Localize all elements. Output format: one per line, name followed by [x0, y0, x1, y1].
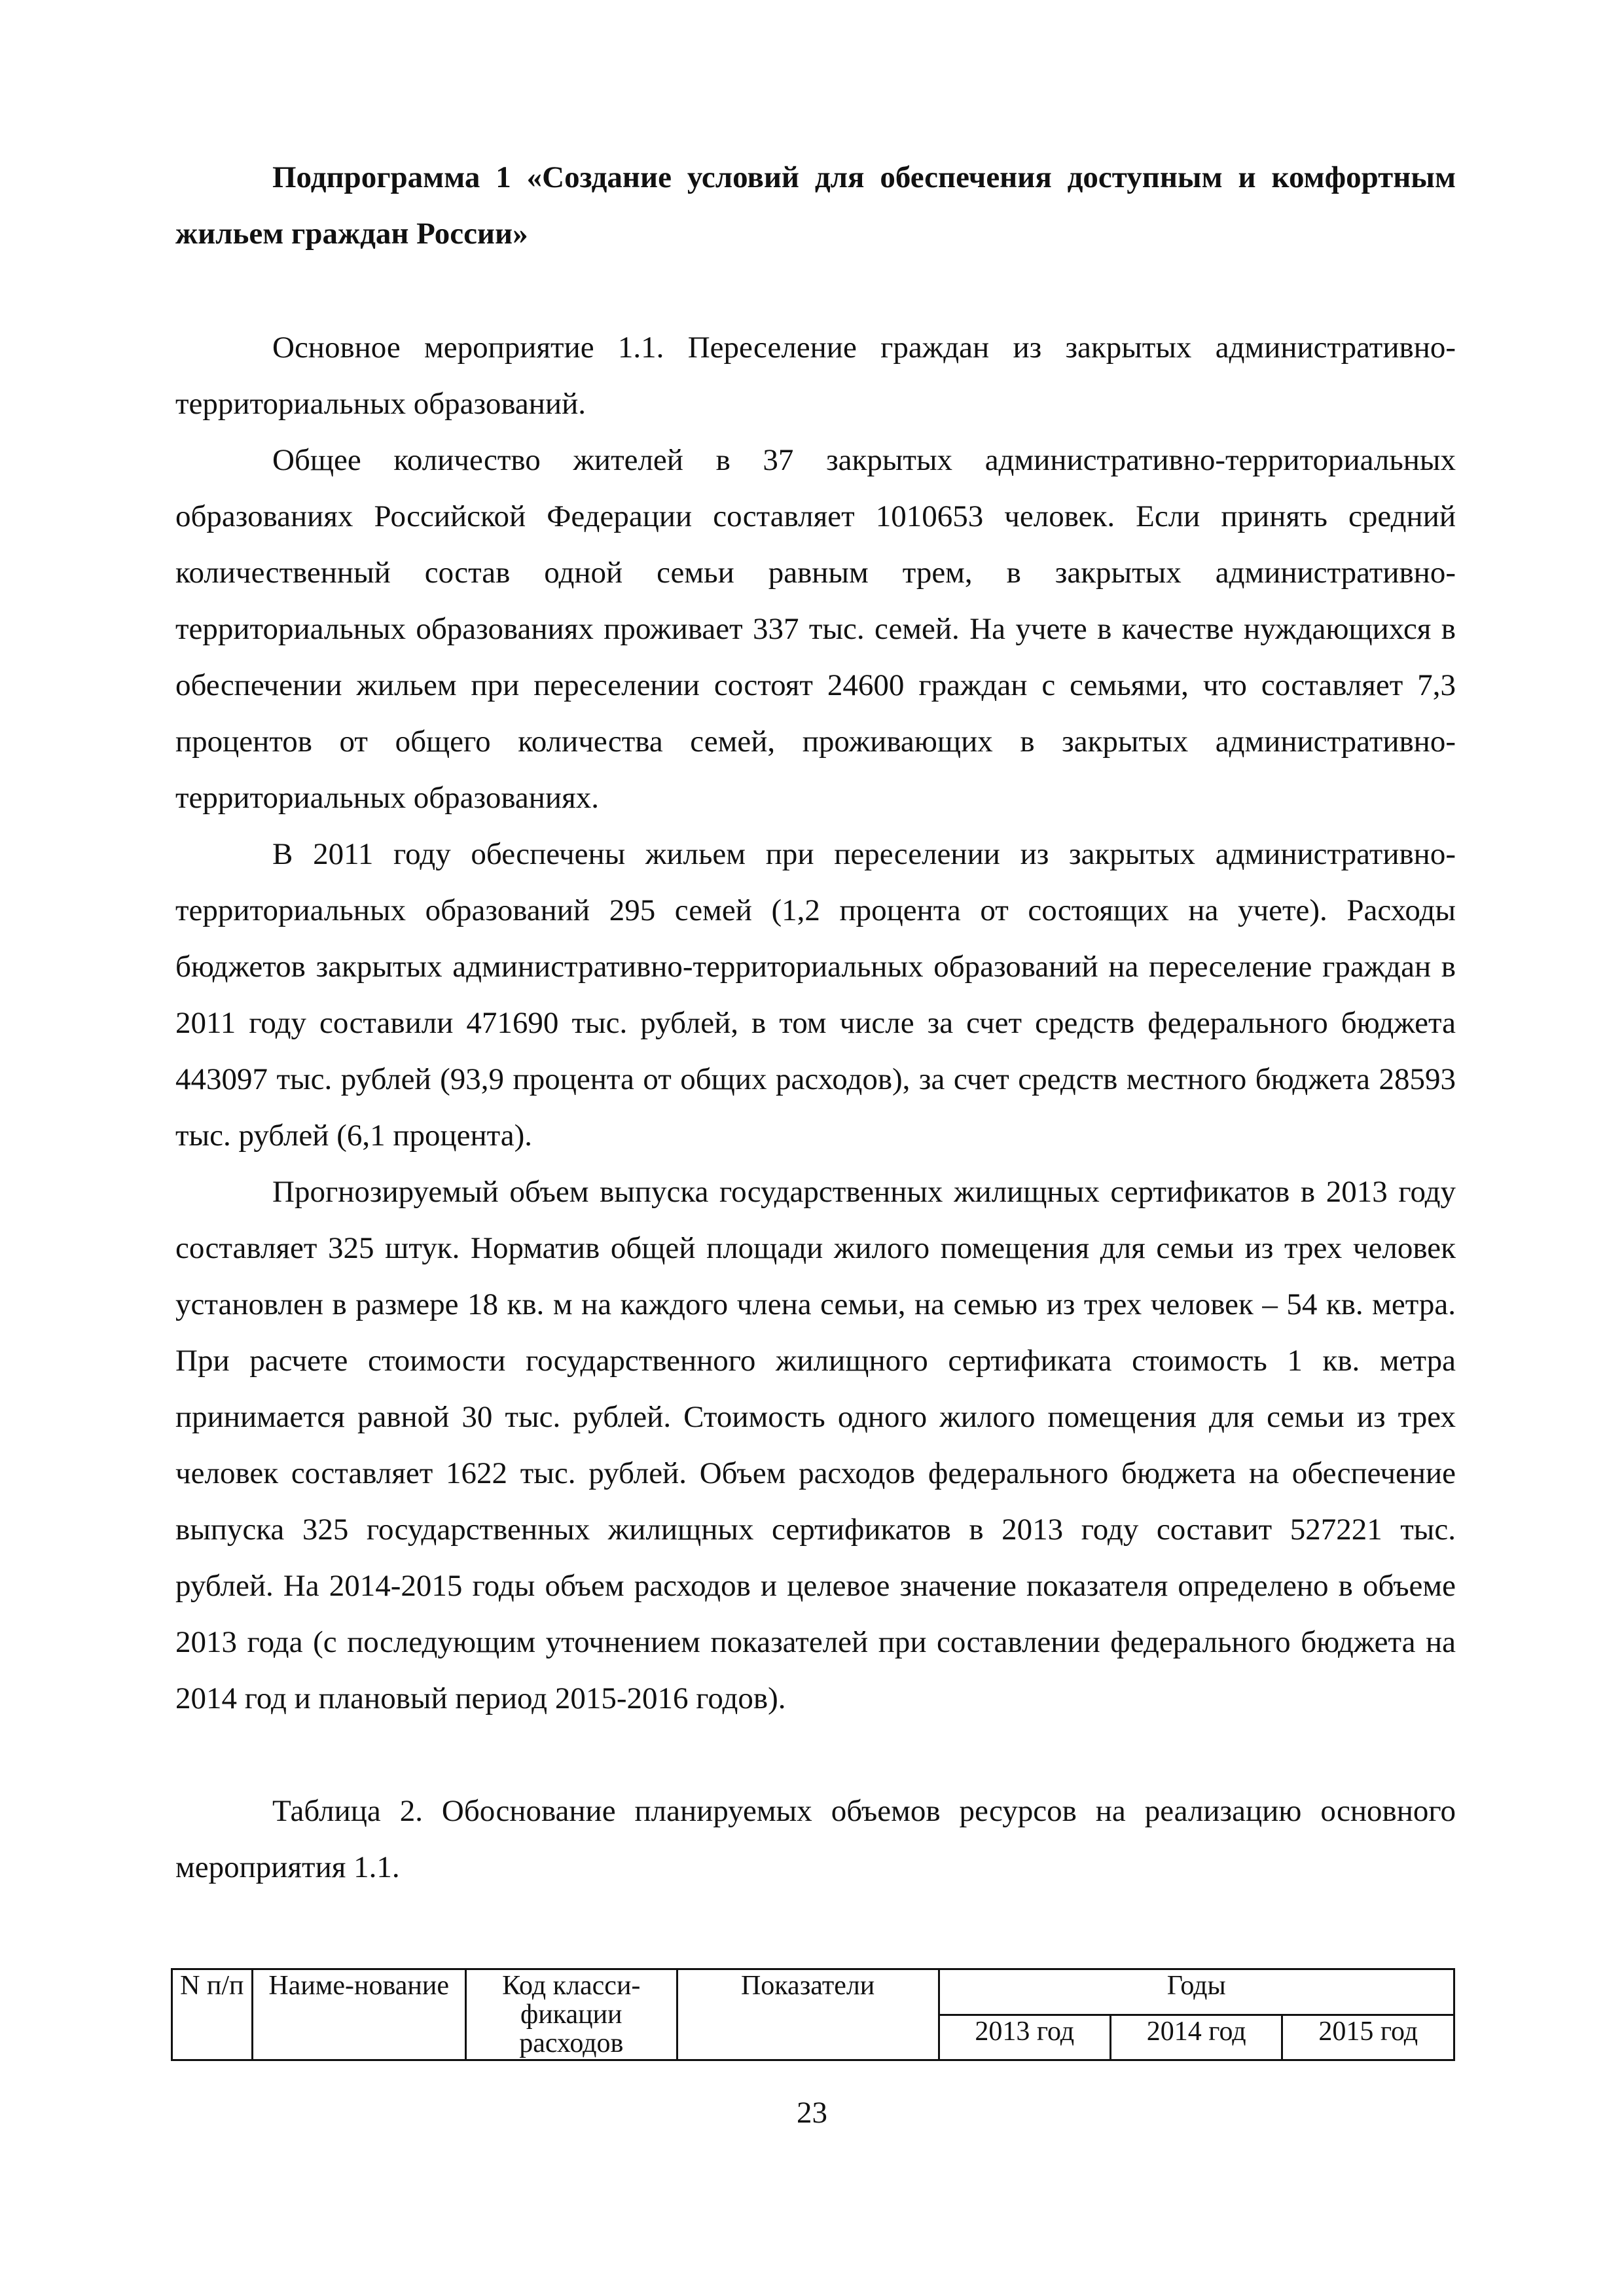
- subprogram-heading: Подпрограмма 1 «Создание условий для обеспечения доступным и комфортным жильем граждан России»: [175, 160, 1456, 251]
- header-year-2013: 2013 год: [939, 2015, 1110, 2060]
- header-year-2014: 2014 год: [1110, 2015, 1282, 2060]
- page-number: 23: [797, 2096, 827, 2130]
- header-years: Годы: [939, 1969, 1454, 2015]
- table-caption: Таблица 2. Обоснование планируемых объемов ресурсов на реализацию основного мероприятия 1.1.: [175, 1794, 1456, 1884]
- paragraph-residents: Общее количество жителей в 37 закрытых административно-территориальных образованиях Российской Федерации составляет 1010653 человек. Если принять средний количественный состав одной семьи равным трем, в закрытых административно-территориальных образованиях проживает 337 тыс. семей. На учете в качестве нуждающихся в обеспечении жильем при переселении состоят 24600 граждан с семьями, что составляет 7,3 процентов от общего количества семей, проживающих в закрытых административно-территориальных образованиях.: [175, 443, 1456, 815]
- header-year-2015: 2015 год: [1282, 2015, 1454, 2060]
- table-header-row: [172, 1969, 1454, 2015]
- resources-table: [171, 1968, 1455, 2061]
- header-indicators: Показатели: [677, 1969, 939, 2060]
- paragraph-main-activity: Основное мероприятие 1.1. Переселение граждан из закрытых административно-территориальных образований.: [175, 331, 1456, 421]
- page-content: [175, 149, 1456, 1895]
- spacer: [175, 262, 1456, 319]
- header-classification-code: Код класси-фикации расходов: [465, 1969, 677, 2060]
- paragraph-forecast: Прогнозируемый объем выпуска государственных жилищных сертификатов в 2013 году составляет 325 штук. Норматив общей площади жилого помещения для семьи из трех человек установлен в размере 18 кв. м на каждого члена семьи, на семью из трех человек – 54 кв. метра. При расчете стоимости государственного жилищного сертификата стоимость 1 кв. метра принимается равной 30 тыс. рублей. Стоимость одного жилого помещения для семьи из трех человек составляет 1622 тыс. рублей. Объем расходов федерального бюджета на обеспечение выпуска 325 государственных жилищных сертификатов в 2013 году составит 527221 тыс. рублей. На 2014-2015 годы объем расходов и целевое значение показателя определено в объеме 2013 года (с последующим уточнением показателей при составлении федерального бюджета на 2014 год и плановый период 2015-2016 годов).: [175, 1175, 1456, 1715]
- header-name: Наиме-нование: [252, 1969, 465, 2060]
- header-number: N п/п: [172, 1969, 253, 2060]
- paragraph-2011: В 2011 году обеспечены жильем при переселении из закрытых административно-территориальных образований 295 семей (1,2 процента от состоящих на учете). Расходы бюджетов закрытых административно-территориальных образований на переселение граждан в 2011 году составили 471690 тыс. рублей, в том числе за счет средств федерального бюджета 443097 тыс. рублей (93,9 процента от общих расходов), за счет средств местного бюджета 28593 тыс. рублей (6,1 процента).: [175, 837, 1456, 1153]
- spacer: [175, 1727, 1456, 1783]
